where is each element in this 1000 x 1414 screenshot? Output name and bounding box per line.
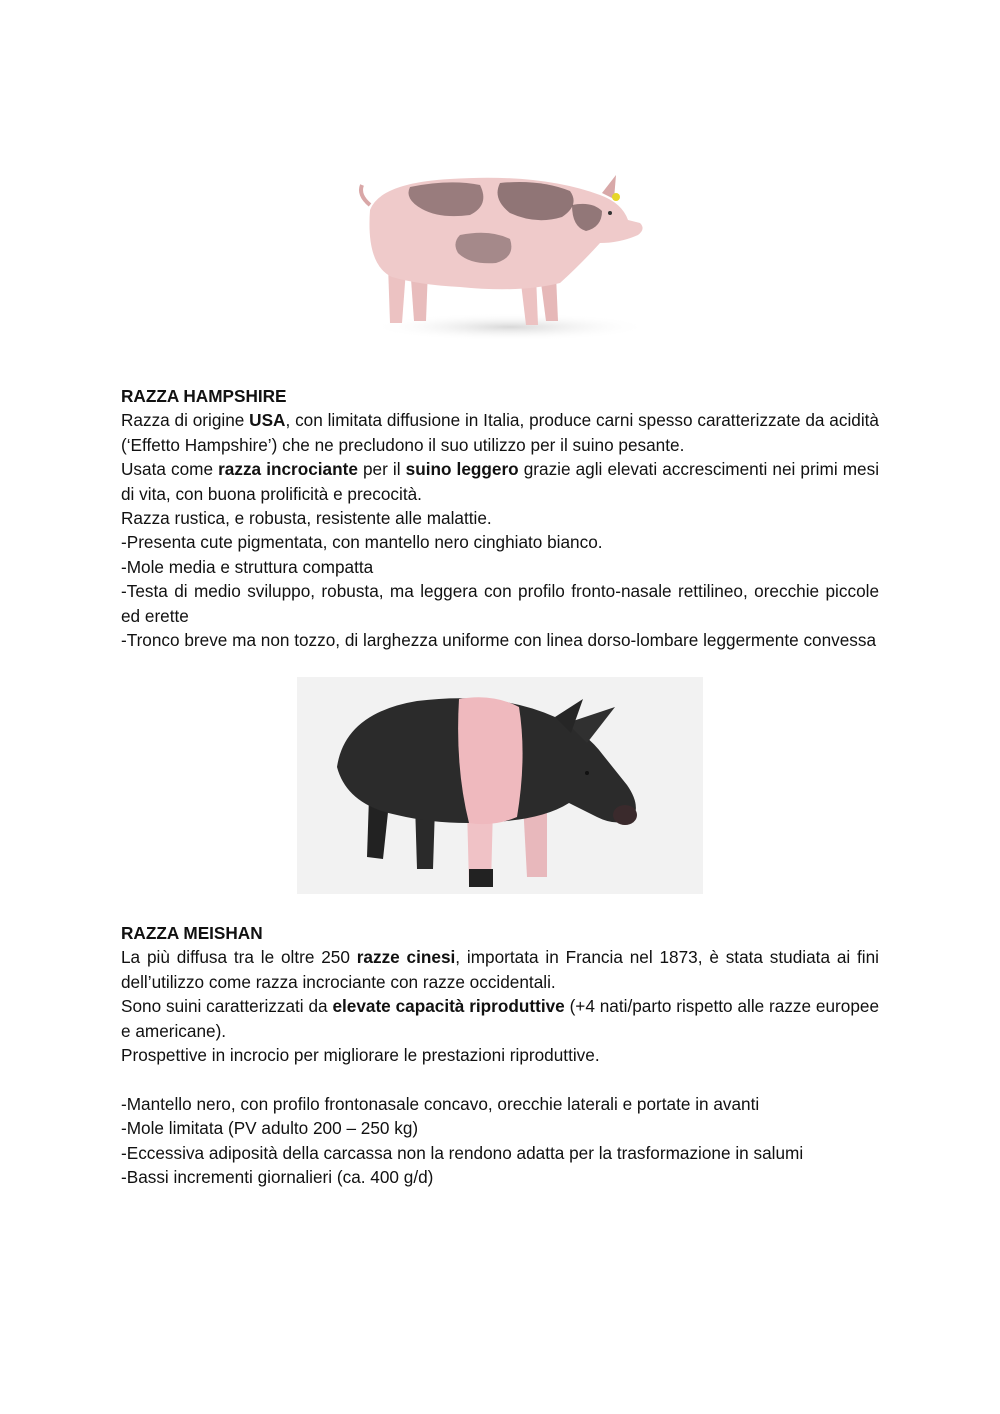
hampshire-paragraph-rustic: Razza rustica, e robusta, resistente alle malattie. <box>121 508 492 529</box>
meishan-bullet: -Mole limitata (PV adulto 200 – 250 kg) <box>121 1118 419 1139</box>
hampshire-bullet: -Tronco breve ma non tozzo, di larghezza uniforme con linea dorso-lombare leggermente convessa <box>121 630 877 651</box>
meishan-paragraph-prospects: Prospettive in incrocio per migliorare le prestazioni riproduttive. <box>121 1045 600 1066</box>
hampshire-bullet: -Presenta cute pigmentata, con mantello nero cinghiato bianco. <box>121 532 603 553</box>
meishan-paragraph-reproduction: Sono suini caratterizzati da elevate capacità riproduttive (+4 nati/parto rispetto alle razze europee e americane). <box>121 996 880 1041</box>
meishan-section <box>121 921 879 1189</box>
hampshire-bullet: -Mole media e struttura compatta <box>121 556 374 577</box>
meishan-heading: RAZZA MEISHAN <box>121 923 263 943</box>
meishan-bullet: -Mantello nero, con profilo frontonasale concavo, orecchie laterali e portate in avanti <box>121 1093 760 1114</box>
hampshire-paragraph-usage: Usata come razza incrociante per il suino leggero grazie agli elevati accrescimenti nei primi mesi di vita, con buona prolificità e precocità. <box>121 459 880 504</box>
hampshire-heading: RAZZA HAMPSHIRE <box>121 386 287 406</box>
hampshire-paragraph-origin: Razza di origine USA, con limitata diffusione in Italia, produce carni spesso caratterizzate da acidità (‘Effetto Hampshire’) che ne precludono il suo utilizzo per il suino pesante. <box>121 410 879 455</box>
meishan-bullet: -Eccessiva adiposità della carcassa non la rendono adatta per la trasformazione in salumi <box>121 1142 804 1163</box>
meishan-bullet: -Bassi incrementi giornalieri (ca. 400 g/d) <box>121 1167 434 1188</box>
meishan-paragraph-origin: La più diffusa tra le oltre 250 razze cinesi, importata in Francia nel 1873, è stata studiata ai fini dell’utilizzo come razza incrociante con razze occidentali. <box>121 947 880 992</box>
hampshire-bullet: -Testa di medio sviluppo, robusta, ma leggera con profilo fronto-nasale rettilineo, orecchie piccole ed erette <box>121 581 879 626</box>
blank-line <box>121 1067 879 1091</box>
hampshire-section <box>121 384 879 652</box>
belted-pig-photo <box>297 677 703 894</box>
spotted-pig-photo <box>340 165 670 345</box>
